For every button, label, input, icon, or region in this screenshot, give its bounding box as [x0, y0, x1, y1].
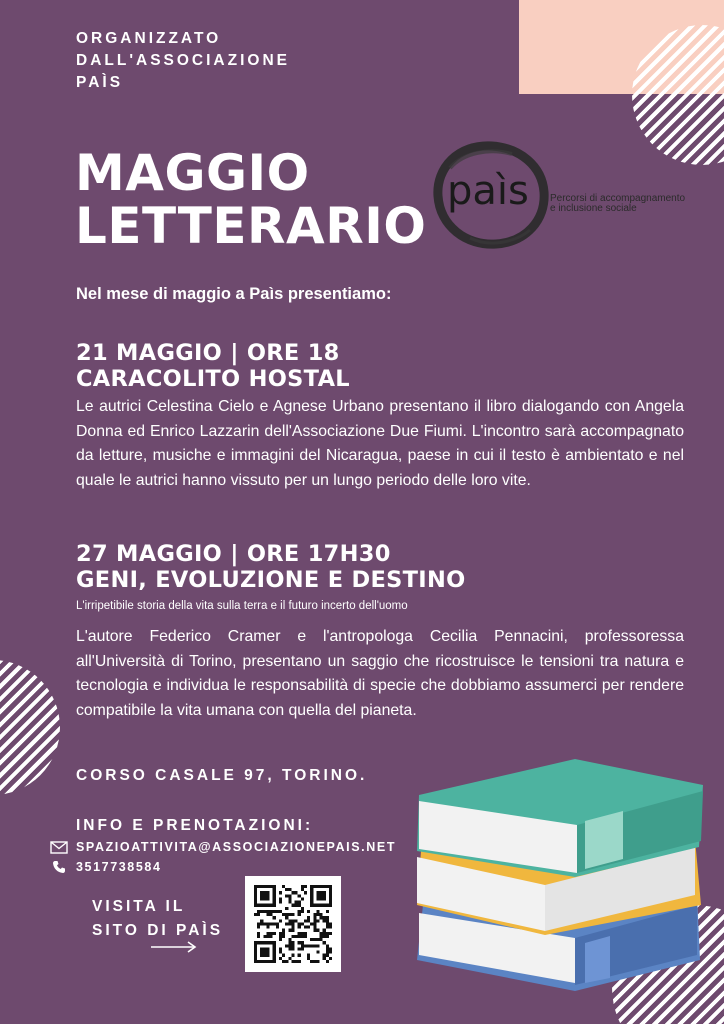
arrow-right-icon	[150, 940, 198, 954]
phone-contact[interactable]	[48, 858, 428, 876]
envelope-icon	[48, 839, 70, 855]
book-bottom-band	[585, 936, 610, 983]
event-1-title: CARACOLITO HOSTAL	[76, 366, 350, 392]
logo-tagline-line-2: e inclusione sociale	[550, 203, 637, 214]
book-top-band	[585, 811, 623, 869]
email-contact[interactable]	[48, 838, 428, 856]
qr-code[interactable]	[245, 876, 341, 972]
event-2-description: L'autore Federico Cramer e l'antropologa Cecilia Pennacini, professoressa all'Università di Torino, presentano un saggio che ricostruisce le tensioni tra natura e tecnologia e individua le responsabilità di specie che dobbiamo assumerci per rendere compatibile la vita umana con quella del pianeta.	[76, 628, 684, 719]
event-2-title: GENI, EVOLUZIONE E DESTINO	[76, 567, 466, 593]
event-1-description: Le autrici Celestina Cielo e Agnese Urbano presentano il libro dialogando con Angela Donna ed Enrico Lazzarin dell'Associazione Due Fiumi. L'incontro sarà accompagnato da letture, musiche e immagini del Nicaragua, paese in cui il testo è ambientato e nel quale le autrici hanno vissuto per un lungo periodo delle loro vite.	[76, 398, 684, 489]
pais-logo	[430, 138, 700, 253]
logo-tagline	[550, 194, 710, 214]
organizer-line: PAÌS	[76, 74, 124, 91]
striped-circle-left-decoration	[0, 660, 60, 795]
intro-text: Nel mese di maggio a Paìs presentiamo:	[76, 285, 392, 303]
logo-tagline-line-1: Percorsi di accompagnamento	[550, 193, 686, 204]
organizer-line: ORGANIZZATO	[76, 30, 222, 47]
visit-line-1: VISITA IL	[92, 898, 186, 915]
organizer-line: DALL'ASSOCIAZIONE	[76, 52, 290, 69]
email-address[interactable]: SPAZIOATTIVITA@ASSOCIAZIONEPAIS.NET	[76, 840, 397, 854]
logo-wordmark: paìs	[447, 168, 529, 214]
phone-number[interactable]: 3517738584	[76, 860, 162, 874]
qr-code-icon	[254, 885, 332, 963]
venue-address: CORSO CASALE 97, TORINO.	[76, 767, 368, 784]
event-1-heading	[76, 340, 676, 392]
poster-title	[75, 144, 435, 255]
title-line-2: LETTERARIO	[75, 197, 427, 255]
event-2-heading	[76, 541, 676, 593]
visit-site-text	[92, 895, 232, 943]
title-line-1: MAGGIO	[75, 144, 310, 202]
event-1-date: 21 MAGGIO | ORE 18	[76, 340, 340, 366]
visit-line-2: SITO DI PAÌS	[92, 922, 224, 939]
organizer-text	[76, 28, 336, 94]
phone-icon	[48, 859, 70, 875]
info-label: INFO E PRENOTAZIONI:	[76, 817, 314, 834]
event-2-subtitle: L'irripetibile storia della vita sulla terra e il futuro incerto dell'uomo	[76, 600, 408, 612]
books-stack-illustration	[405, 755, 705, 995]
event-2-date: 27 MAGGIO | ORE 17H30	[76, 541, 391, 567]
